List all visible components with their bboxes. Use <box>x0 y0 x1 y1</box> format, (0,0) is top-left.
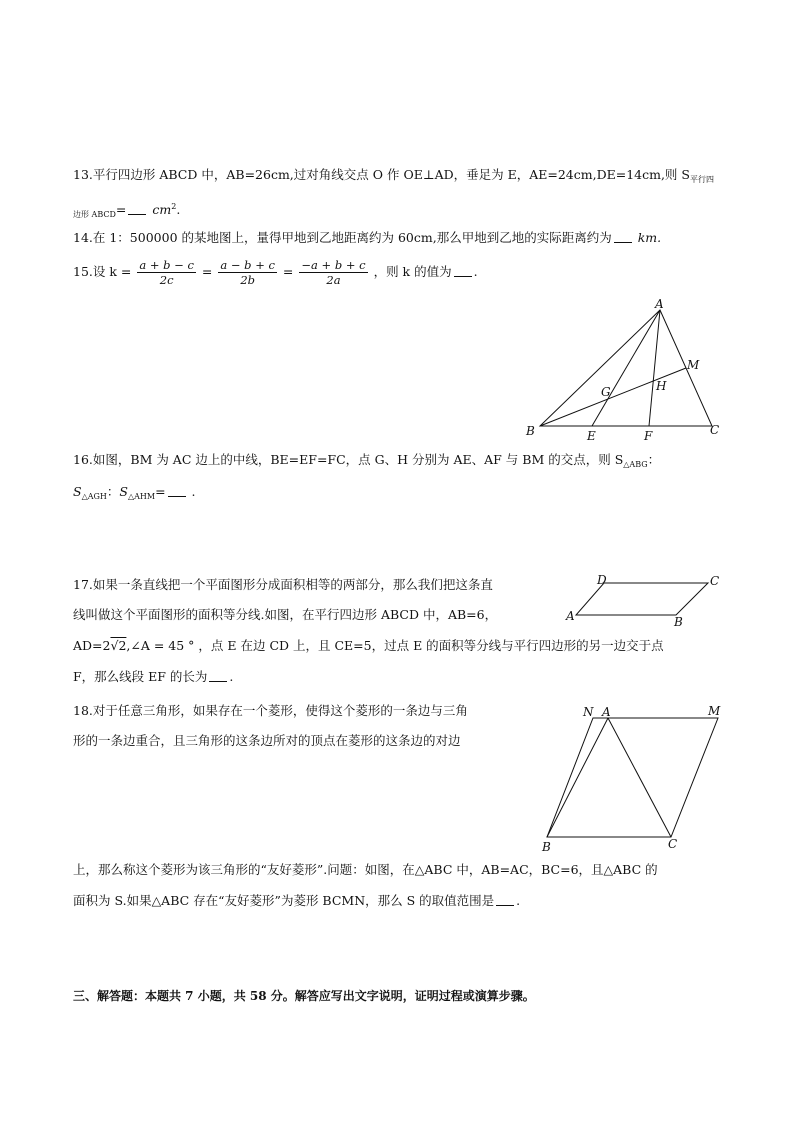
parallelogram-abcd <box>576 583 708 615</box>
label-c: C <box>668 837 678 851</box>
label-c: C <box>710 423 720 437</box>
label-e: E <box>587 429 596 443</box>
q17-rest: ,∠A = 45 ° ，点 E 在边 CD 上，且 CE=5，过点 E 的面积等分线与平行四边形的另一边交于点 <box>126 638 664 653</box>
label-m: M <box>687 358 700 372</box>
label-b: B <box>674 615 683 629</box>
q16-eq: = <box>155 484 166 499</box>
label-c: C <box>710 574 720 588</box>
q13-unit: cm <box>152 202 172 217</box>
q16-text: 16.如图，BM 为 AC 边上的中线，BE=EF=FC，点 G、H 分别为 AE、AF 与 BM 的交点，则 S <box>73 452 624 467</box>
q16-s1: S <box>73 484 82 499</box>
label-d: D <box>597 573 607 587</box>
q13-line2 <box>73 199 180 223</box>
q13-end: . <box>176 202 181 217</box>
q16-colon: ： <box>647 452 661 467</box>
answer-blank <box>614 231 632 243</box>
parallelogram-figure <box>560 572 730 630</box>
label-n: N <box>583 705 594 719</box>
q13-eq: = <box>115 202 127 217</box>
fraction-1 <box>137 258 196 287</box>
fraction-1-numerator: a + b − c <box>139 258 194 272</box>
label-a: A <box>602 705 611 719</box>
q16-sub-agh: △AGH <box>81 492 107 501</box>
label-h: H <box>656 379 667 393</box>
q16-end: . <box>191 484 196 499</box>
fraction-1-denominator: 2c <box>159 273 174 287</box>
q17-end: . <box>229 669 234 684</box>
q15-eq1: = <box>201 264 213 279</box>
rhombus-bcmn <box>547 718 718 837</box>
q18-range-text: 面积为 S.如果△ABC 存在“友好菱形”为菱形 BCMN，那么 S 的取值范围是 <box>73 893 495 908</box>
q16-line2 <box>73 484 196 505</box>
q18-line2: 形的一条边重合，且三角形的这条边所对的顶点在菱形的这条边的对边 <box>73 733 461 748</box>
q14-line <box>73 230 661 246</box>
q18-line4 <box>73 893 520 909</box>
q17-line1: 17.如果一条直线把一个平面图形分成面积相等的两部分，那么我们把这条直 <box>73 577 493 592</box>
q13-line1 <box>73 167 714 188</box>
section-3-heading: 三、解答题：本题共 7 小题，共 58 分。解答应写出文字说明，证明过程或演算步骤。 <box>73 989 535 1003</box>
fraction-3-numerator: −a + b + c <box>301 258 366 272</box>
q15-suffix: ，则 k 的值为 <box>373 264 452 279</box>
fraction-2 <box>218 258 277 287</box>
label-a: A <box>566 609 575 623</box>
fraction-2-numerator: a − b + c <box>220 258 275 272</box>
label-m: M <box>708 704 721 718</box>
q18-line1: 18.对于任意三角形，如果存在一个菱形，使得这个菱形的一条边与三角 <box>73 703 468 718</box>
answer-blank <box>496 894 514 906</box>
q16-s2: S <box>119 484 128 499</box>
answer-blank <box>128 203 146 215</box>
fraction-3 <box>299 258 367 287</box>
label-a: A <box>655 298 664 311</box>
q15-prefix: 15.设 k = <box>73 264 132 279</box>
q13-sub2: 边形 ABCD <box>73 210 116 219</box>
q13-text: 13.平行四边形 ABCD 中，AB=26cm,过对角线交点 O 作 OE⊥AD，垂足为 E，AE=24cm,DE=14cm,则 S <box>73 167 690 182</box>
q17-sqrt: √2 <box>110 638 127 653</box>
fraction-2-denominator: 2b <box>240 273 255 287</box>
segment-ab <box>547 718 608 837</box>
q17-line3 <box>73 638 664 654</box>
fraction-3-denominator: 2a <box>326 273 341 287</box>
q16-line1 <box>73 452 660 473</box>
answer-blank <box>168 485 186 497</box>
q17-ad: AD=2 <box>73 638 111 653</box>
q17-line2: 线叫做这个平面图形的面积等分线.如图，在平行四边形 ABCD 中，AB=6， <box>73 607 498 622</box>
label-f: F <box>644 429 653 443</box>
segment-ae <box>592 310 660 426</box>
q16-sub-abg: △ABG <box>623 460 648 469</box>
q15-line <box>73 257 478 287</box>
label-g: G <box>601 385 611 399</box>
rhombus-triangle-figure <box>538 700 728 855</box>
q14-text: 14.在 1：500000 的某地图上，量得甲地到乙地距离约为 60cm,那么甲地到乙地的实际距离约为 <box>73 230 612 245</box>
q15-end: . <box>473 264 478 279</box>
q18-line3: 上，那么称这个菱形为该三角形的“友好菱形”.问题：如图，在△ABC 中，AB=AC，BC=6，且△ABC 的 <box>73 862 658 877</box>
q15-eq2: = <box>282 264 294 279</box>
segment-ac <box>608 718 671 837</box>
q17-ef: F，那么线段 EF 的长为 <box>73 669 208 684</box>
q18-end: . <box>516 893 521 908</box>
answer-blank <box>454 265 472 277</box>
q13-sub: 平行四 <box>689 175 714 184</box>
label-b: B <box>542 840 551 854</box>
label-b: B <box>526 424 535 438</box>
segment-af <box>649 310 660 426</box>
q16-sub-ahm: △AHM <box>127 492 156 501</box>
q17-line4 <box>73 669 233 685</box>
q14-unit: km. <box>637 230 662 245</box>
q16-colon2: ： <box>106 484 120 499</box>
median-bm <box>540 368 686 426</box>
q13-unit-sup: 2 <box>171 202 177 211</box>
triangle-median-figure <box>520 298 730 446</box>
answer-blank <box>209 670 227 682</box>
